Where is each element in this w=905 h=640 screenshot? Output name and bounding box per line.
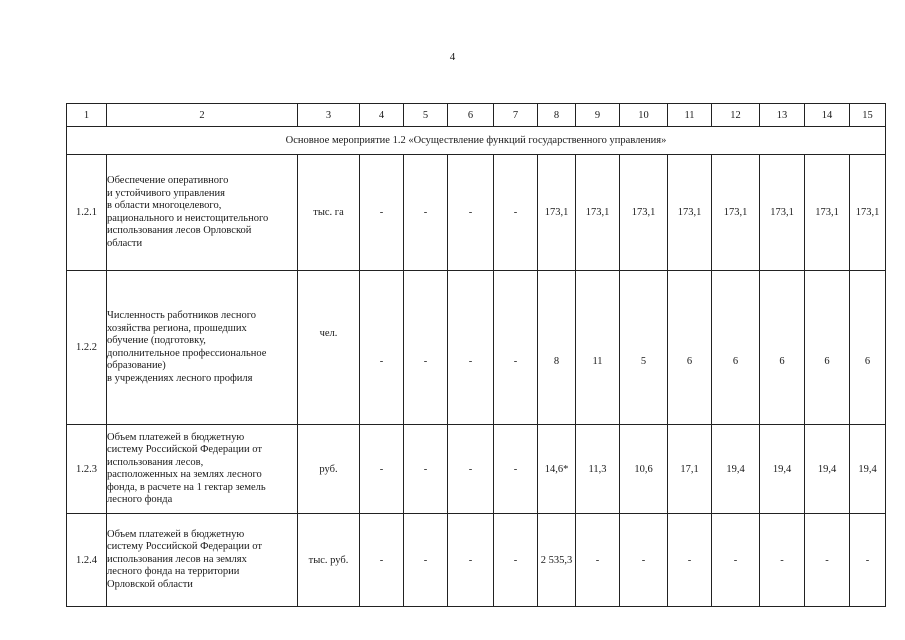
value-cell: 6: [712, 271, 760, 425]
desc-line: в области многоцелевого,: [107, 200, 222, 211]
desc-line: фонда, в расчете на 1 гектар земель: [107, 481, 266, 493]
table-row: [67, 271, 886, 425]
value-cell: -: [404, 271, 448, 425]
table-row: [67, 514, 886, 607]
header-cell: 1: [67, 104, 107, 127]
header-cell: 4: [360, 104, 404, 127]
value-cell: 11: [576, 271, 620, 425]
value-cell: -: [805, 514, 850, 607]
header-cell: 13: [760, 104, 805, 127]
value-cell: 19,4: [760, 425, 805, 514]
value-cell: -: [448, 271, 494, 425]
value-cell: -: [448, 514, 494, 607]
value-cell: 173,1: [576, 155, 620, 271]
desc-line: Обеспечение оперативного: [107, 175, 229, 186]
desc-line: систему Российской Федерации от: [107, 541, 262, 553]
header-cell: 10: [620, 104, 668, 127]
row-unit: чел.: [298, 271, 360, 425]
value-cell: -: [576, 514, 620, 607]
header-cell: 9: [576, 104, 620, 127]
header-cell: 11: [668, 104, 712, 127]
value-cell: -: [620, 514, 668, 607]
value-cell: 8: [538, 271, 576, 425]
value-cell: -: [712, 514, 760, 607]
value-cell: 173,1: [668, 155, 712, 271]
row-number: 1.2.2: [67, 271, 107, 425]
desc-line: области: [107, 237, 143, 249]
value-cell: -: [404, 155, 448, 271]
row-description: [107, 514, 298, 607]
desc-line: лесного фонда: [107, 494, 173, 505]
value-cell: -: [360, 514, 404, 607]
row-unit: тыс. руб.: [298, 514, 360, 607]
header-cell: 5: [404, 104, 448, 127]
desc-line: образование): [107, 360, 166, 371]
value-cell: 14,6*: [538, 425, 576, 514]
desc-line: использования лесов Орловской: [107, 225, 252, 236]
desc-line: хозяйства региона, прошедших: [107, 322, 247, 334]
value-cell: -: [494, 425, 538, 514]
value-cell: -: [360, 425, 404, 514]
value-cell: 6: [850, 271, 886, 425]
value-cell: 5: [620, 271, 668, 425]
desc-line: рационального и неистощительного: [107, 212, 269, 224]
desc-line: использования лесов,: [107, 456, 204, 468]
header-row: [67, 104, 886, 127]
value-cell: 6: [760, 271, 805, 425]
indicators-table: [66, 103, 886, 607]
value-cell: -: [448, 155, 494, 271]
section-row: [67, 127, 886, 155]
row-description: [107, 425, 298, 514]
value-cell: 6: [668, 271, 712, 425]
value-cell: -: [360, 155, 404, 271]
desc-line: систему Российской Федерации от: [107, 444, 262, 455]
desc-line: Орловской области: [107, 578, 193, 590]
row-number: 1.2.1: [67, 155, 107, 271]
header-cell: 12: [712, 104, 760, 127]
desc-line: Объем платежей в бюджетную: [107, 431, 245, 443]
desc-line: в учреждениях лесного профиля: [107, 372, 253, 384]
row-unit: руб.: [298, 425, 360, 514]
header-cell: 8: [538, 104, 576, 127]
header-cell: 3: [298, 104, 360, 127]
header-cell: 15: [850, 104, 886, 127]
value-cell: -: [850, 514, 886, 607]
value-cell: -: [494, 271, 538, 425]
row-unit: тыс. га: [298, 155, 360, 271]
value-cell: 19,4: [850, 425, 886, 514]
row-description: [107, 155, 298, 271]
desc-line: лесного фонда на территории: [107, 566, 240, 578]
value-cell: 17,1: [668, 425, 712, 514]
value-cell: 6: [805, 271, 850, 425]
value-cell: -: [404, 425, 448, 514]
header-cell: 7: [494, 104, 538, 127]
value-cell: 173,1: [712, 155, 760, 271]
value-cell: -: [360, 271, 404, 425]
desc-line: Численность работников лесного: [107, 310, 256, 321]
value-cell: 173,1: [538, 155, 576, 271]
value-cell: 173,1: [805, 155, 850, 271]
value-cell: 173,1: [620, 155, 668, 271]
desc-line: использования лесов на землях: [107, 553, 247, 565]
header-cell: 14: [805, 104, 850, 127]
desc-line: расположенных на землях лесного: [107, 469, 262, 480]
row-number: 1.2.4: [67, 514, 107, 607]
value-cell: -: [404, 514, 448, 607]
value-cell: 19,4: [712, 425, 760, 514]
value-cell: 2 535,3: [538, 514, 576, 607]
table-row: [67, 155, 886, 271]
value-cell: 173,1: [850, 155, 886, 271]
table-row: [67, 425, 886, 514]
desc-line: Объем платежей в бюджетную: [107, 528, 245, 540]
value-cell: 10,6: [620, 425, 668, 514]
row-description: [107, 271, 298, 425]
header-cell: 2: [107, 104, 298, 127]
value-cell: -: [494, 514, 538, 607]
desc-line: и устойчивого управления: [107, 187, 225, 199]
value-cell: -: [494, 155, 538, 271]
value-cell: -: [668, 514, 712, 607]
value-cell: -: [760, 514, 805, 607]
row-number: 1.2.3: [67, 425, 107, 514]
value-cell: -: [448, 425, 494, 514]
desc-line: обучение (подготовку,: [107, 335, 206, 346]
desc-line: дополнительное профессиональное: [107, 347, 267, 359]
header-cell: 6: [448, 104, 494, 127]
page-number: 4: [449, 51, 456, 63]
value-cell: 19,4: [805, 425, 850, 514]
value-cell: 173,1: [760, 155, 805, 271]
value-cell: 11,3: [576, 425, 620, 514]
section-title: Основное мероприятие 1.2 «Осуществление функций государственного управления»: [67, 127, 886, 155]
